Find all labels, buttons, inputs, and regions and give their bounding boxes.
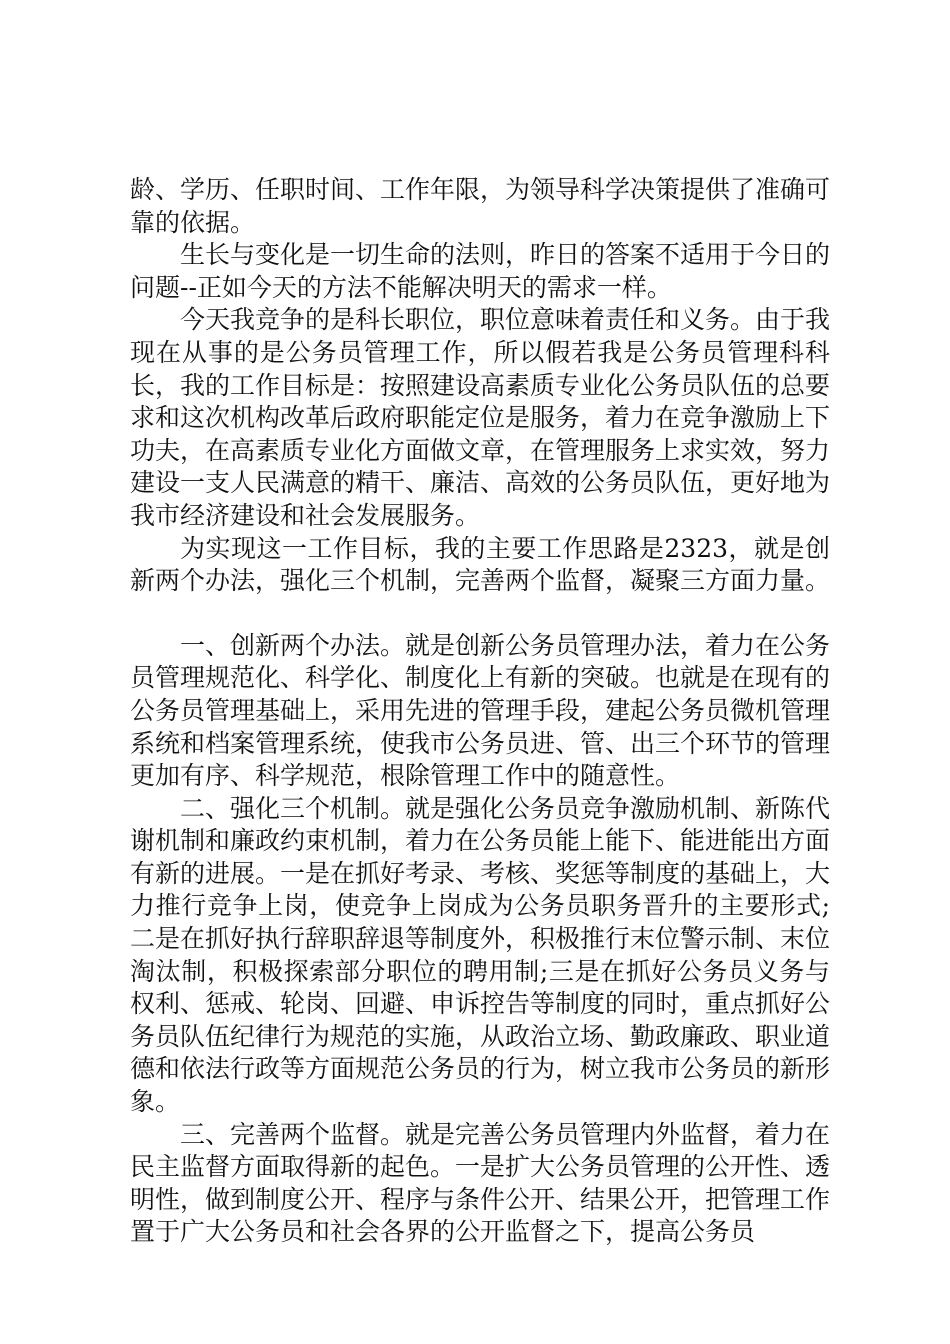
- paragraph-section-two: 二、强化三个机制。就是强化公务员竞争激励机制、新陈代谢机制和廉政约束机制，着力在公务员能上能下、能进能出方面有新的进展。一是在抓好考录、考核、奖惩等制度的基础上，大力推行竞争上岗，使竞争上岗成为公务员职务晋升的主要形式;二是在抓好执行辞职辞退等制度外，积极推行末位警示制、末位淘汰制，积极探索部分职位的聘用制;三是在抓好公务员义务与权利、惩戒、轮岗、回避、申诉控告等制度的同时，重点抓好公务员队伍纪律行为规范的实施，从政治立场、勤政廉政、职业道德和依法行政等方面规范公务员的行为，树立我市公务员的新形象。: [130, 793, 831, 1117]
- paragraph-continuation: 龄、学历、任职时间、工作年限，为领导科学决策提供了准确可靠的依据。: [130, 175, 831, 237]
- paragraph-growth-and-change: 生长与变化是一切生命的法则，昨日的答案不适用于今日的问题--正如今天的方法不能解决明天的需求一样。: [130, 240, 831, 302]
- paragraph-section-one: 一、创新两个办法。就是创新公务员管理办法，着力在公务员管理规范化、科学化、制度化上有新的突破。也就是在现有的公务员管理基础上，采用先进的管理手段，建起公务员微机管理系统和档案管理系统，使我市公务员进、管、出三个环节的管理更加有序、科学规范，根除管理工作中的随意性。: [130, 630, 831, 791]
- document-page: [130, 174, 830, 1249]
- paragraph-work-goal: 今天我竞争的是科长职位，职位意味着责任和义务。由于我现在从事的是公务员管理工作，所以假若我是公务员管理科科长，我的工作目标是：按照建设高素质专业化公务员队伍的总要求和这次机构改革后政府职能定位是服务，着力在竞争激励上下功夫，在高素质专业化方面做文章，在管理服务上求实效，努力建设一支人民满意的精干、廉洁、高效的公务员队伍，更好地为我市经济建设和社会发展服务。: [130, 305, 831, 530]
- paragraph-work-approach: 为实现这一工作目标，我的主要工作思路是2323，就是创新两个办法，强化三个机制，完善两个监督，凝聚三方面力量。: [130, 533, 831, 596]
- paragraph-section-three: 三、完善两个监督。就是完善公务员管理内外监督，着力在民主监督方面取得新的起色。一是扩大公务员管理的公开性、透明性，做到制度公开、程序与条件公开、结果公开，把管理工作置于广大公务员和社会各界的公开监督之下，提高公务员: [130, 1119, 831, 1247]
- paragraph-spacer: [130, 598, 830, 630]
